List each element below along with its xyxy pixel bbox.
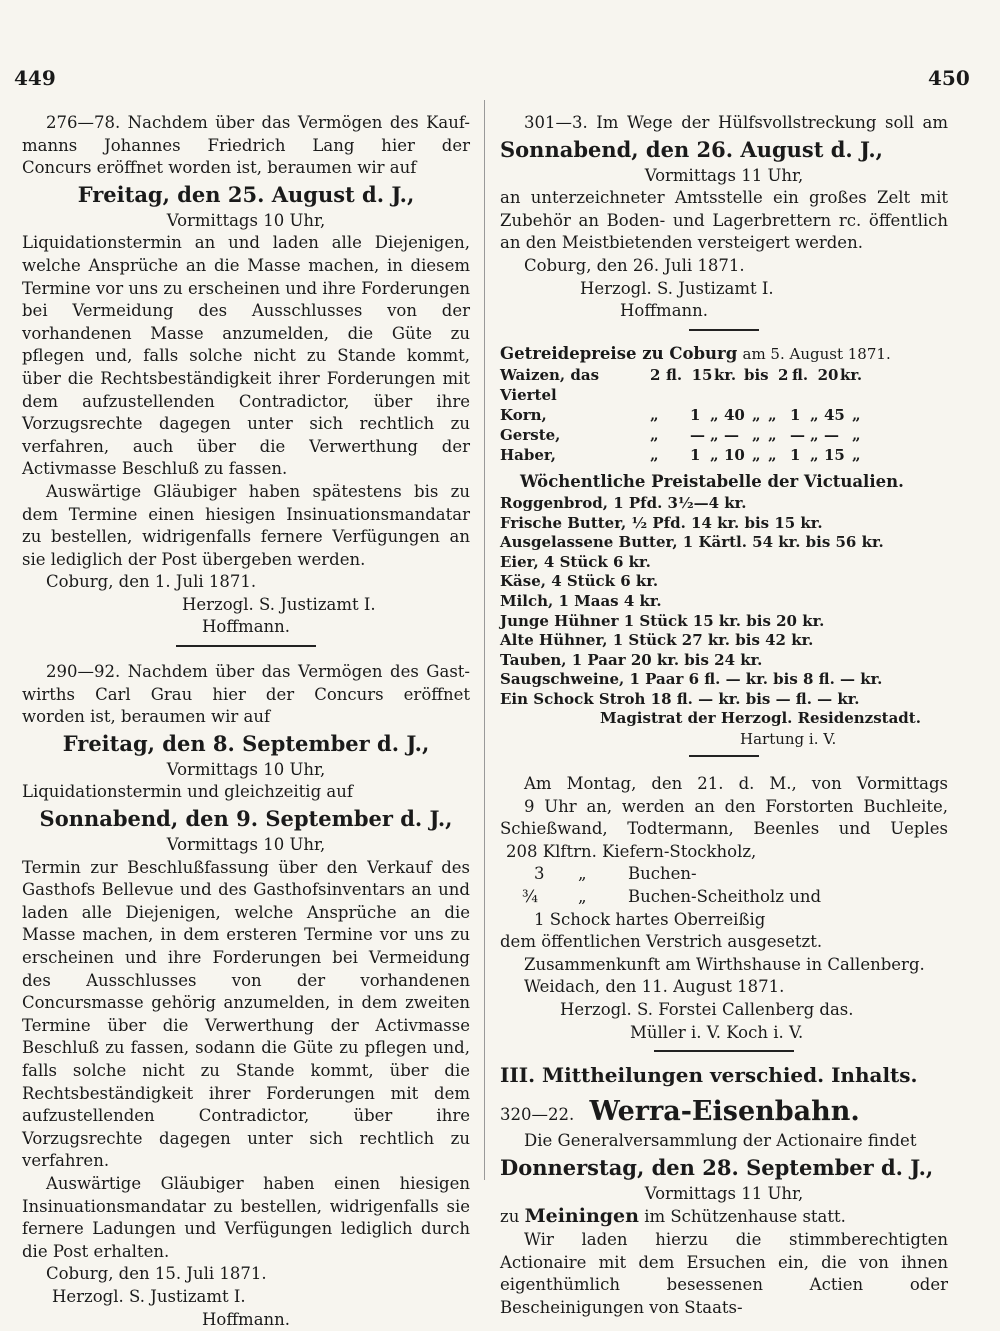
grain-prices-date: am 5. August 1871. (743, 345, 891, 363)
section-number: III. (500, 1063, 535, 1087)
victuals-item: Milch, 1 Maas 4 kr. (500, 592, 948, 612)
notice-3-place-date: Coburg, den 26. Juli 1871. (500, 255, 948, 278)
notice-2-line-1: 290—92. Nachdem über das Vermögen des Gast- (22, 661, 470, 684)
notice-1-line-3: Concurs eröffnet worden ist, beraumen wir auf (22, 157, 470, 180)
wood-authority: Herzogl. S. Forstei Callenberg das. (500, 999, 948, 1022)
notice-2-court: Herzogl. S. Justizamt I. (22, 1286, 470, 1309)
page-number-right: 450 (928, 66, 970, 90)
column-divider (484, 100, 485, 1180)
notice-3-signer: Hoffmann. (500, 300, 948, 323)
notice-4-time: Vormittags 11 Uhr, (500, 1183, 948, 1206)
page-number-left: 449 (14, 66, 56, 90)
wood-lot-4: 1 Schock hartes Oberreißig (500, 909, 948, 932)
notice-2-time-1: Vormittags 10 Uhr, (22, 759, 470, 782)
price-row: Waizen, das Viertel 2 fl. 15 kr. bis 2 fl. 20 kr. (500, 365, 948, 405)
notice-1-body: Liquidationstermin an und laden alle Diejenigen, welche Ansprüche an die Masse machen, in diesem Termine vor uns zu erscheinen und ihre Forderungen bei Vermeidung des Ausschlusses von der vorhandenen Masse anzumelden, die Güte zu pflegen und, falls solche nicht zu Stande kommt, über die Rechtsbeständigkeit ihrer Forderungen mit dem aufzustellenden Contradictor, über ihre Vorzugsrechte dagegen unter sich rechtlich zu verfahren, auch über die Verwerthung der Activmasse Beschluß zu fassen. (22, 232, 470, 481)
wood-lot-2: 3 „ Buchen- (500, 863, 948, 886)
notice-4-location: zu Meiningen im Schützenhause statt. (500, 1205, 948, 1229)
left-column (22, 112, 470, 1331)
notice-3-court: Herzogl. S. Justizamt I. (500, 278, 948, 301)
separator-rule (689, 329, 759, 331)
wood-line-4: dem öffentlichen Verstrich ausgesetzt. (500, 931, 948, 954)
notice-1-court: Herzogl. S. Justizamt I. (22, 594, 470, 617)
victuals-item: Saugschweine, 1 Paar 6 fl. — kr. bis 8 fl. — kr. (500, 670, 948, 690)
wood-lot-1: 208 Klftrn. Kiefern-Stockholz, (500, 841, 948, 864)
victuals-item: Eier, 4 Stück 6 kr. (500, 553, 948, 573)
notice-4-number: 320—22. (500, 1105, 574, 1124)
grain-prices-title: Getreidepreise zu Coburg (500, 344, 737, 363)
wood-line-1: Am Montag, den 21. d. M., von Vormittags (500, 773, 948, 796)
grain-prices-heading (500, 343, 948, 366)
notice-2-body: Termin zur Beschlußfassung über den Verkauf des Gasthofs Bellevue und des Gasthofsinventars an und laden alle Diejenigen, welche Ansprüche an die Masse machen, in dem ersteren Termine vor uns zu erscheinen und ihre Forderungen bei Vermeidung des Ausschlusses von der vorhandenen Concursmasse gehörig anzumelden, in dem zweiten Termine über die Verwerthung der Activmasse Beschluß zu fassen, sodann die Güte zu pflegen und, falls solche nicht zu Stande kommt, über die Rechtsbeständigkeit ihrer Forderungen mit dem aufzustellenden Contradictor, über ihre Vorzugsrechte dagegen unter sich rechtlich zu verfahren. (22, 857, 470, 1173)
notice-3-time: Vormittags 11 Uhr, (500, 165, 948, 188)
notice-1-date: Freitag, den 25. August d. J., (22, 180, 470, 210)
notice-2-date-1: Freitag, den 8. September d. J., (22, 729, 470, 759)
wood-line-2: 9 Uhr an, werden an den Forstorten Buchleite, (500, 796, 948, 819)
victuals-authority: Magistrat der Herzogl. Residenzstadt. (500, 709, 948, 729)
victuals-item: Junge Hühner 1 Stück 15 kr. bis 20 kr. (500, 612, 948, 632)
notice-2-time-2: Vormittags 10 Uhr, (22, 834, 470, 857)
wood-place-date: Weidach, den 11. August 1871. (500, 976, 948, 999)
notice-4-date: Donnerstag, den 28. September d. J., (500, 1153, 948, 1183)
victuals-list (500, 494, 948, 710)
notice-2-line-3: worden ist, beraumen wir auf (22, 706, 470, 729)
notice-1-signer: Hoffmann. (22, 616, 470, 639)
notice-3-line-1: 301—3. Im Wege der Hülfsvollstreckung soll am (500, 112, 948, 135)
wood-line-3: Schießwand, Todtermann, Beenles und Ueples (500, 818, 948, 841)
section-title: Mittheilungen verschied. Inhalts. (542, 1063, 918, 1087)
victuals-signer: Hartung i. V. (500, 729, 948, 749)
wood-line-5: Zusammenkunft am Wirthshause in Callenberg. (500, 954, 948, 977)
notice-2-signer: Hoffmann. (22, 1309, 470, 1331)
notice-2-place-date: Coburg, den 15. Juli 1871. (22, 1263, 470, 1286)
notice-2-line-2: wirths Carl Grau hier der Concurs eröffnet (22, 684, 470, 707)
notice-1-body-2: Auswärtige Gläubiger haben spätestens bis zu dem Termine einen hiesigen Insinuationsmandatar zu bestellen, widrigenfalls fernere Verfügungen an sie lediglich der Post übergeben werden. (22, 481, 470, 571)
price-row: Haber, „ 1 „ 10 „ „ 1 „ 15 „ (500, 445, 948, 465)
notice-4-line-1: Die Generalversammlung der Actionaire findet (500, 1130, 948, 1153)
notice-1-line-1: 276—78. Nachdem über das Vermögen des Kauf- (22, 112, 470, 135)
separator-rule (654, 1050, 794, 1052)
notice-3-body: an unterzeichneter Amtsstelle ein großes Zelt mit Zubehör an Boden- und Lagerbrettern rc. öffentlich an den Meistbietenden versteigert werden. (500, 187, 948, 255)
notice-4-body: Wir laden hierzu die stimmberechtigten Actionaire mit dem Ersuchen ein, die von ihnen eigenthümlich besessenen Actien oder Bescheinigungen von Staats- (500, 1229, 948, 1319)
notice-2-mid: Liquidationstermin und gleichzeitig auf (22, 781, 470, 804)
victuals-item: Ein Schock Stroh 18 fl. — kr. bis — fl. — kr. (500, 690, 948, 710)
notice-4-title: Werra-Eisenbahn. (579, 1096, 859, 1127)
notice-4-heading (500, 1094, 948, 1130)
notice-2-body-2: Auswärtige Gläubiger haben einen hiesigen Insinuationsmandatar zu bestellen, widrigenfalls sie fernere Ladungen und Verfügungen lediglich durch die Post erhalten. (22, 1173, 470, 1263)
separator-rule (689, 755, 759, 757)
notice-1-place-date: Coburg, den 1. Juli 1871. (22, 571, 470, 594)
price-row: Korn, „ 1 „ 40 „ „ 1 „ 45 „ (500, 405, 948, 425)
victuals-item: Tauben, 1 Paar 20 kr. bis 24 kr. (500, 651, 948, 671)
victuals-item: Käse, 4 Stück 6 kr. (500, 572, 948, 592)
victuals-title: Wöchentliche Preistabelle der Victualien. (500, 471, 948, 494)
wood-signer: Müller i. V. Koch i. V. (500, 1022, 948, 1045)
section-heading (500, 1060, 948, 1090)
price-row: Gerste, „ — „ — „ „ — „ — „ (500, 425, 948, 445)
right-column (500, 112, 948, 1319)
wood-lot-3: ¾ „ Buchen-Scheitholz und (500, 886, 948, 909)
notice-1-line-2: manns Johannes Friedrich Lang hier der (22, 135, 470, 158)
victuals-item: Ausgelassene Butter, 1 Kärtl. 54 kr. bis 56 kr. (500, 533, 948, 553)
victuals-item: Frische Butter, ½ Pfd. 14 kr. bis 15 kr. (500, 514, 948, 534)
separator-rule (176, 645, 316, 647)
notice-2-date-2: Sonnabend, den 9. September d. J., (22, 804, 470, 834)
notice-1-time: Vormittags 10 Uhr, (22, 210, 470, 233)
victuals-item: Alte Hühner, 1 Stück 27 kr. bis 42 kr. (500, 631, 948, 651)
notice-3-date: Sonnabend, den 26. August d. J., (500, 135, 948, 165)
victuals-item: Roggenbrod, 1 Pfd. 3½—4 kr. (500, 494, 948, 514)
